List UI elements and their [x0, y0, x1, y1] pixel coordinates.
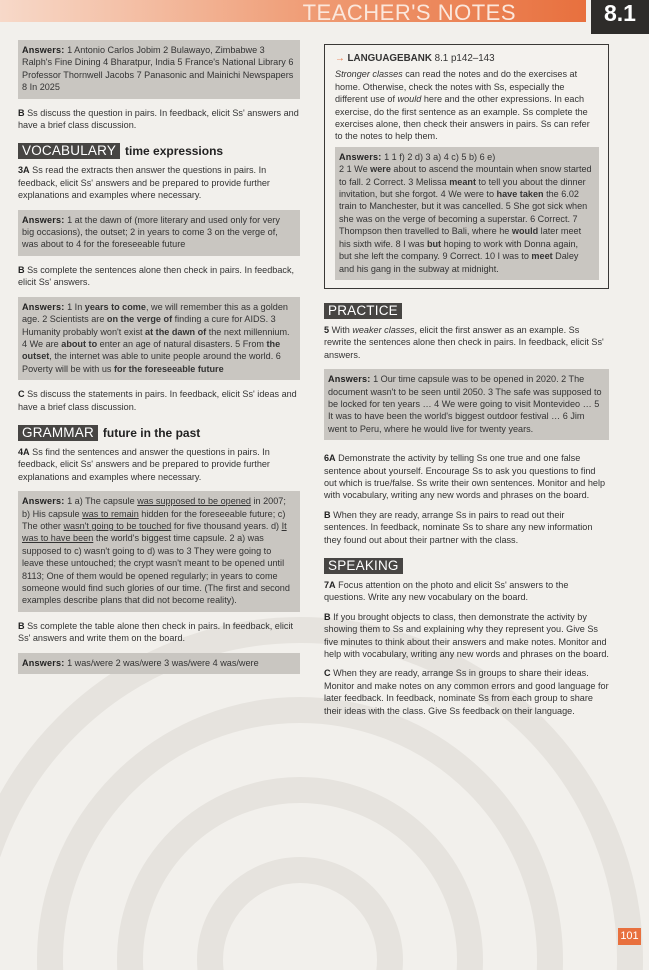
answer-highlight: have taken	[496, 189, 544, 200]
right-column	[324, 44, 609, 717]
item-number: 6A	[324, 453, 336, 464]
answers-text: 1 was/were 2 was/were 3 was/were 4 was/were	[67, 657, 259, 668]
section-speaking	[324, 558, 609, 574]
answer-text: later meet his sixth wife. 8 I was	[339, 226, 582, 249]
paragraph-b1	[18, 107, 300, 132]
answer-highlight: were	[370, 164, 391, 175]
answer-underlined: wasn't going to be touched	[63, 520, 172, 531]
section-tag: SPEAKING	[324, 558, 403, 574]
answer-text: the world's biggest time capsule. 2 a) was supposed to c) wasn't going to d) was to 3 They were going to leave these untouched; the crypt wasn't meant to be opened until 8113; One of them would be opened regularly; in years to come someone would find such glories of our time. (The first and second examples describe plans that did not become reality).	[22, 533, 290, 606]
answer-highlight: about to	[61, 338, 98, 349]
answers-label: Answers:	[339, 151, 382, 162]
paragraph-7a	[324, 579, 609, 604]
page-number: 101	[618, 928, 641, 945]
paragraph-text: With	[331, 324, 353, 335]
answer-highlight: but	[426, 238, 442, 249]
answer-text: 2 1 We	[339, 164, 371, 175]
paragraph-text: , elicit the first answer as an example. Ss rewrite the sentences alone then check in pairs. In feedback, elicit Ss' answers.	[324, 324, 604, 360]
languagebank-box	[324, 44, 609, 289]
item-number: 7A	[324, 580, 336, 590]
answers-box-languagebank	[335, 147, 599, 280]
answer-text: finding a cure for AIDS. 3 Humanity probably won't exist	[22, 314, 276, 337]
item-letter: C	[18, 389, 25, 400]
answers-label: Answers:	[328, 374, 371, 385]
item-letter: B	[324, 509, 331, 520]
answer-text: the next millennium. 4 We are	[22, 326, 290, 349]
paragraph-4b	[18, 620, 300, 645]
header-title: TEACHER'S NOTES	[302, 0, 516, 25]
paragraph-text: Ss discuss the statements in pairs. In feedback, elicit Ss' ideas and have a brief class discussion.	[18, 389, 297, 412]
paragraph-6a	[324, 452, 609, 502]
paragraph-text: When they are ready, arrange Ss in groups to share their ideas. Monitor and make notes on any common errors and good language for later feedback. In feedback, nominate Ss from each group to share their ideas with the class. Give Ss feedback on their language.	[324, 668, 609, 716]
section-tag: VOCABULARY	[18, 143, 120, 159]
answer-text: , we will remember this as a golden age. 2 Scientists are	[22, 301, 288, 325]
answer-text: , the internet was able to unite people around the world. 6 Poverty will be with us	[22, 351, 281, 374]
paragraph-text: Ss find the sentences and answer the questions in pairs. In feedback, elicit Ss' answers and be prepared to provide further explanations and examples where necessary.	[18, 446, 270, 482]
answer-highlight: meant	[449, 176, 476, 187]
answers-label: Answers:	[22, 496, 65, 507]
answer-text: 1 1 f) 2 d) 3 a) 4 c) 5 b) 6 e)	[384, 151, 496, 162]
paragraph-6b	[324, 509, 609, 546]
languagebank-heading	[335, 53, 599, 65]
left-column	[18, 40, 300, 674]
languagebank-title: LANGUAGEBANK	[347, 53, 432, 64]
item-letter: C	[324, 668, 331, 679]
section-title: time expressions	[125, 144, 224, 159]
paragraph-italic: weaker classes	[352, 324, 415, 335]
paragraph-text: Ss complete the sentences alone then check in pairs. In feedback, elicit Ss' answers.	[18, 264, 295, 288]
answers-label: Answers:	[22, 45, 65, 55]
answers-text: 1 Our time capsule was to be opened in 2020. 2 The document wasn't to be seen until 2050. 3 The safe was supposed to be locked for ten years … 4 We were going to visit Montevideo … 5 It was to have been the world's biggest outdoor festival … 6 Jim went to Peru, where he would live for twenty years.	[328, 374, 602, 434]
item-letter: B	[18, 264, 25, 275]
item-number: 5	[324, 324, 330, 335]
answers-label: Answers:	[22, 301, 65, 312]
languagebank-intro	[335, 68, 599, 142]
answer-underlined: was to remain	[82, 508, 139, 519]
section-title: future in the past	[102, 425, 201, 440]
answer-text: to tell you about the dinner invitation, but she forgot. 4 We were to	[339, 176, 586, 200]
section-tag: GRAMMAR	[18, 425, 98, 441]
paragraph-text: Focus attention on the photo and elicit Ss' answers to the questions. Write any new vocabulary on the board.	[324, 580, 569, 603]
paragraph-3b	[18, 264, 300, 289]
answer-text: hidden for the foreseeable future; c) The other	[22, 508, 286, 531]
paragraph-4a	[18, 446, 300, 483]
answer-text: enter an age of natural disasters. 5 From	[97, 338, 267, 349]
answer-highlight: would	[511, 226, 539, 237]
answer-text: 1 In	[67, 301, 85, 312]
section-tag: PRACTICE	[324, 303, 402, 319]
paragraph-text: Demonstrate the activity by telling Ss one true and one false sentence about yourself. Encourage Ss to ask you questions to find out which is true/false. Ss write their own sentences. Monitor and help with vocabulary, writing any new words and phrases on the board.	[324, 453, 606, 501]
answer-text: in 2007; b) His capsule	[22, 496, 286, 519]
item-letter: B	[324, 611, 331, 622]
paragraph-7c	[324, 667, 609, 717]
paragraph-text: Ss read the extracts then answer the questions in pairs. In feedback, elicit Ss' answers and be prepared to provide further explanations and examples where necessary.	[18, 165, 270, 201]
intro-text: can read the notes and do the exercises at home. Otherwise, check the notes with Ss, especially the different use of	[335, 69, 578, 105]
paragraph-text: Ss discuss the question in pairs. In feedback, elicit Ss' answers and have a brief class discussion.	[18, 107, 299, 131]
answer-highlight: at the dawn of	[145, 326, 207, 337]
section-grammar	[18, 425, 300, 441]
answers-box-4a	[18, 491, 300, 612]
answer-highlight: years to come	[84, 301, 146, 312]
answer-highlight: meet	[531, 251, 553, 262]
answer-text: 1 a) The capsule	[67, 496, 138, 507]
answers-box-3a	[18, 210, 300, 256]
item-letter: B	[18, 620, 25, 631]
paragraph-3a	[18, 164, 300, 201]
paragraph-3c	[18, 388, 300, 413]
answer-underlined: It was to have been	[22, 520, 287, 544]
answer-highlight: for the foreseeable future	[113, 363, 224, 374]
paragraph-5	[324, 324, 609, 361]
answers-text: 1 at the dawn of (more literary and used only for very big occasions), the outset; 2 in years to come 3 on the verge of, was about to 4 for the foreseeable future	[22, 214, 280, 250]
answers-box-3b	[18, 297, 300, 380]
item-number: 3A	[18, 165, 30, 176]
answer-highlight: on the verge of	[106, 314, 173, 325]
unit-number: 8.1	[591, 0, 649, 34]
answer-text: for five thousand years. d)	[171, 520, 282, 531]
answer-text: about to ascend the mountain when snow started to fall. 2 Correct. 3 Melissa	[339, 164, 592, 187]
answer-text: the 6.02 train to Manchester, but it was cancelled. 5 She got sick when she was on the verge of becoming a superstar. 6 Correct. 7 Thompson then travelled to Bali, where he	[339, 189, 588, 237]
intro-italic: would	[397, 94, 422, 105]
answer-text: hoping to work with Donna again, but she left the company. 9 Correct. 10 I was to	[339, 238, 579, 262]
section-practice	[324, 303, 609, 319]
answers-box-5	[324, 369, 609, 440]
intro-text: here and the other expressions. In each exercise, do the first sentence as an example. Ss complete the exercises alone, then check their answers in pairs. Ss can refer to the notes to help them.	[335, 94, 590, 142]
languagebank-ref: 8.1 p142–143	[434, 53, 495, 64]
answers-label: Answers:	[22, 657, 65, 668]
item-letter: B	[18, 107, 25, 118]
header-band	[0, 0, 586, 25]
answer-underlined: was supposed to be opened	[137, 496, 251, 507]
paragraph-text: If you brought objects to class, then demonstrate the activity by showing them to Ss and explaining why they represent you. Give Ss five minutes to think about their answers and make notes. Monitor and help with vocabulary, writing any new words and phrases on the board.	[324, 611, 609, 660]
answer-highlight: the outset	[22, 338, 281, 362]
paragraph-7b	[324, 611, 609, 661]
arrow-icon: →	[335, 53, 345, 64]
section-vocabulary	[18, 143, 300, 159]
answers-box-1	[18, 40, 300, 99]
intro-italic: Stronger classes	[335, 69, 403, 80]
paragraph-text: Ss complete the table alone then check in pairs. In feedback, elicit Ss' answers and write them on the board.	[18, 620, 294, 644]
item-number: 4A	[18, 446, 30, 457]
paragraph-text: When they are ready, arrange Ss in pairs to read out their sentences. In feedback, nominate Ss to share any new information they found out about their partner with the class.	[324, 509, 593, 545]
answers-label: Answers:	[22, 214, 65, 225]
answers-text: 1 Antonio Carlos Jobim 2 Bulawayo, Zimbabwe 3 Ralph's Fine Dining 4 Bharatpur, India 5 France's National Library 6 Professor Thornwell Jacobs 7 Panasonic and Mainichi Newspapers 8 In 2025	[22, 45, 294, 93]
answers-box-4b	[18, 653, 300, 674]
answer-text: Daley and his gang in the subway at midnight.	[339, 251, 579, 274]
